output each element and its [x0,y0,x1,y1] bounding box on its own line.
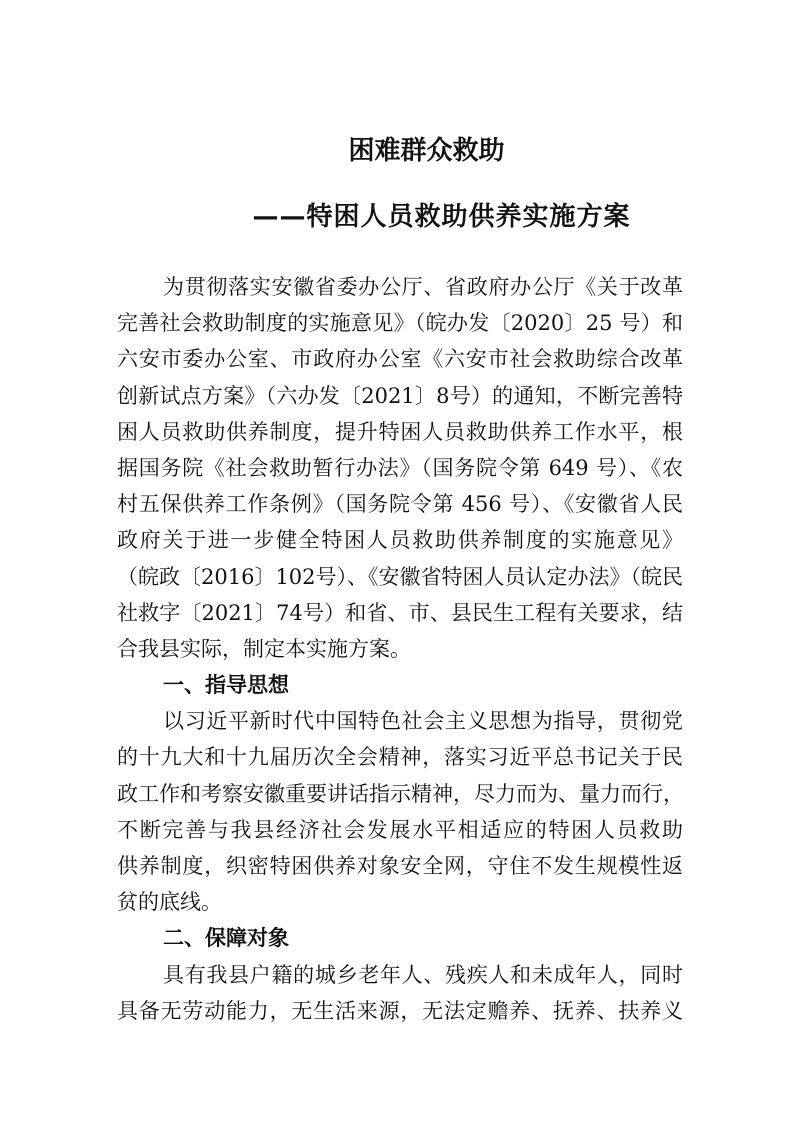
paragraph-line: 供养制度，织密特困供养对象安全网，守住不发生规模性返 [117,854,683,878]
section-heading: 二、保障对象 [163,926,289,951]
document-title: 困难群众救助 [348,136,505,166]
section-heading: 一、指导思想 [163,673,289,698]
document-subtitle: ——特困人员救助供养实施方案 [252,202,631,232]
paragraph-line: 创新试点方案》（六办发〔2021〕8号）的通知，不断完善特 [117,383,683,408]
paragraph-line: 为贯彻落实安徽省委办公厅、省政府办公厅《关于改革 [163,275,683,299]
paragraph-line: 以习近平新时代中国特色社会主义思想为指导，贯彻党 [163,709,683,734]
document-body [117,269,683,1029]
paragraph-line: 困人员救助供养制度，提升特困人员救助供养工作水平，根 [117,419,683,444]
paragraph-line: 贫的底线。 [117,890,222,915]
paragraph-line: 六安市委办公室、市政府办公室《六安市社会救助综合改革 [117,347,683,372]
paragraph-line: 具有我县户籍的城乡老年人、残疾人和未成年人，同时 [163,962,683,987]
paragraph-line: 具备无劳动能力，无生活来源，无法定赡养、抚养、扶养义 [117,998,683,1023]
paragraph-line: 政府关于进一步健全特困人员救助供养制度的实施意见》 [117,528,683,553]
paragraph-line: 的十九大和十九届历次全会精神，落实习近平总书记关于民 [117,745,683,770]
paragraph-line: 政工作和考察安徽重要讲话指示精神，尽力而为、量力而行， [117,781,684,806]
paragraph-line: 不断完善与我县经济社会发展水平相适应的特困人员救助 [117,817,683,842]
paragraph-line: 社救字〔2021〕74号）和省、市、县民生工程有关要求，结 [117,600,683,625]
paragraph-line: 完善社会救助制度的实施意见》（皖办发〔2020〕25 号）和 [117,311,683,336]
paragraph-line: 村五保供养工作条例》（国务院令第 456 号）、《安徽省人民 [117,492,683,517]
paragraph-line: （皖政〔2016〕102号）、《安徽省特困人员认定办法》（皖民 [117,564,684,589]
paragraph-line: 据国务院《社会救助暂行办法》（国务院令第 649 号）、《农 [117,455,683,480]
paragraph-line: 合我县实际，制定本实施方案。 [117,636,411,661]
